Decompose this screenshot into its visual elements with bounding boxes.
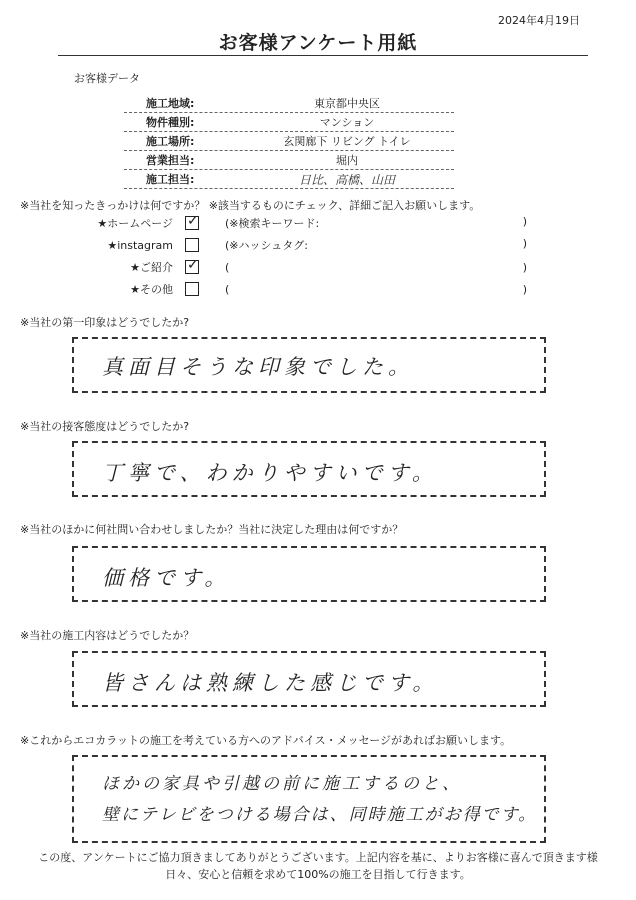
question-source: ※当社を知ったきっかけは何ですか？ ※該当するものにチェック、詳細ご記入お願いします。	[20, 199, 481, 212]
option-other	[0, 278, 636, 300]
footer-line2: 日々、安心と信頼を求めて100%の施工を目指して行きます。	[165, 868, 471, 881]
answer-box-service[interactable]	[72, 441, 546, 497]
row-value: マンション	[319, 116, 375, 129]
answer-text-line2: 壁にテレビをつける場合は、同時施工がお得です。	[102, 805, 538, 825]
survey-date: 2024年4月19日	[498, 14, 580, 27]
question-advice: ※これからエコカラットの施工を考えている方へのアドバイス・メッセージがあればお願いします。	[20, 734, 512, 747]
title-underline	[58, 55, 588, 56]
row-label: 施工場所:	[146, 135, 195, 148]
answer-text: 真面目そうな印象でした。	[102, 355, 414, 379]
detail-label: (	[225, 282, 230, 296]
answer-box-advice[interactable]	[72, 755, 546, 843]
option-detail	[225, 237, 527, 253]
answer-box-work-quality[interactable]	[72, 651, 546, 707]
answer-text: 価格です。	[102, 566, 231, 590]
checkbox[interactable]	[185, 282, 199, 296]
footer-line1: この度、アンケートにご協力頂きましてありがとうございます。上記内容を基に、よりお客様に喜んで頂きます様	[38, 851, 598, 864]
option-instagram	[0, 234, 636, 256]
checkbox[interactable]	[185, 213, 199, 230]
page-title: お客様アンケート用紙	[218, 32, 418, 54]
row-label: 施工担当:	[146, 173, 195, 186]
checkbox[interactable]	[185, 257, 199, 274]
question-work-quality: ※当社の施工内容はどうでしたか？	[20, 629, 195, 642]
option-label: ★instagram	[107, 238, 173, 252]
question-first-impression: ※当社の第一印象はどうでしたか?	[20, 316, 190, 329]
option-label: ★ご紹介	[130, 261, 173, 274]
customer-data-table	[124, 94, 454, 189]
option-label: ★ホームページ	[97, 217, 173, 230]
option-label: ★その他	[130, 283, 173, 296]
close-paren: )	[522, 237, 527, 250]
close-paren: )	[522, 282, 527, 296]
customer-row-area	[124, 94, 454, 113]
check-mark-icon: ✓	[187, 257, 199, 273]
source-options	[0, 212, 636, 300]
customer-row-sales-rep	[124, 151, 454, 170]
option-referral	[0, 256, 636, 278]
detail-label: (	[225, 260, 230, 274]
answer-text: 丁寧で、わかりやすいです。	[102, 461, 438, 485]
row-label: 営業担当:	[146, 154, 195, 167]
option-detail	[225, 261, 527, 274]
close-paren: )	[522, 215, 527, 228]
option-homepage	[0, 212, 636, 234]
footer-message	[0, 849, 636, 883]
answer-box-comparison[interactable]	[72, 546, 546, 602]
close-paren: )	[522, 260, 527, 274]
detail-label: (※検索キーワード:	[225, 217, 320, 230]
row-value: 東京都中央区	[314, 97, 380, 110]
row-value-handwritten: 日比、高橋、山田	[298, 172, 395, 187]
answer-box-first-impression[interactable]	[72, 337, 546, 393]
row-value: 玄関廊下 リビング トイレ	[283, 135, 411, 148]
customer-row-installers	[124, 170, 454, 189]
option-detail	[225, 283, 527, 296]
row-label: 物件種別:	[146, 116, 195, 129]
row-label: 施工地域:	[146, 97, 195, 110]
row-value: 堀内	[336, 154, 358, 167]
detail-label: (※ハッシュタグ:	[225, 239, 308, 252]
question-service: ※当社の接客態度はどうでしたか?	[20, 420, 190, 433]
answer-text-line1: ほかの家具や引越の前に施工するのと、	[102, 774, 462, 794]
option-detail	[225, 215, 527, 231]
customer-data-heading: お客様データ	[74, 72, 140, 85]
customer-row-location	[124, 132, 454, 151]
question-comparison: ※当社のほかに何社問い合わせしましたか？当社に決定した理由は何ですか？	[20, 523, 404, 536]
checkbox[interactable]	[185, 238, 199, 252]
answer-text: 皆さんは熟練した感じです。	[102, 671, 439, 695]
check-mark-icon: ✓	[187, 213, 199, 229]
customer-row-property-type	[124, 113, 454, 132]
